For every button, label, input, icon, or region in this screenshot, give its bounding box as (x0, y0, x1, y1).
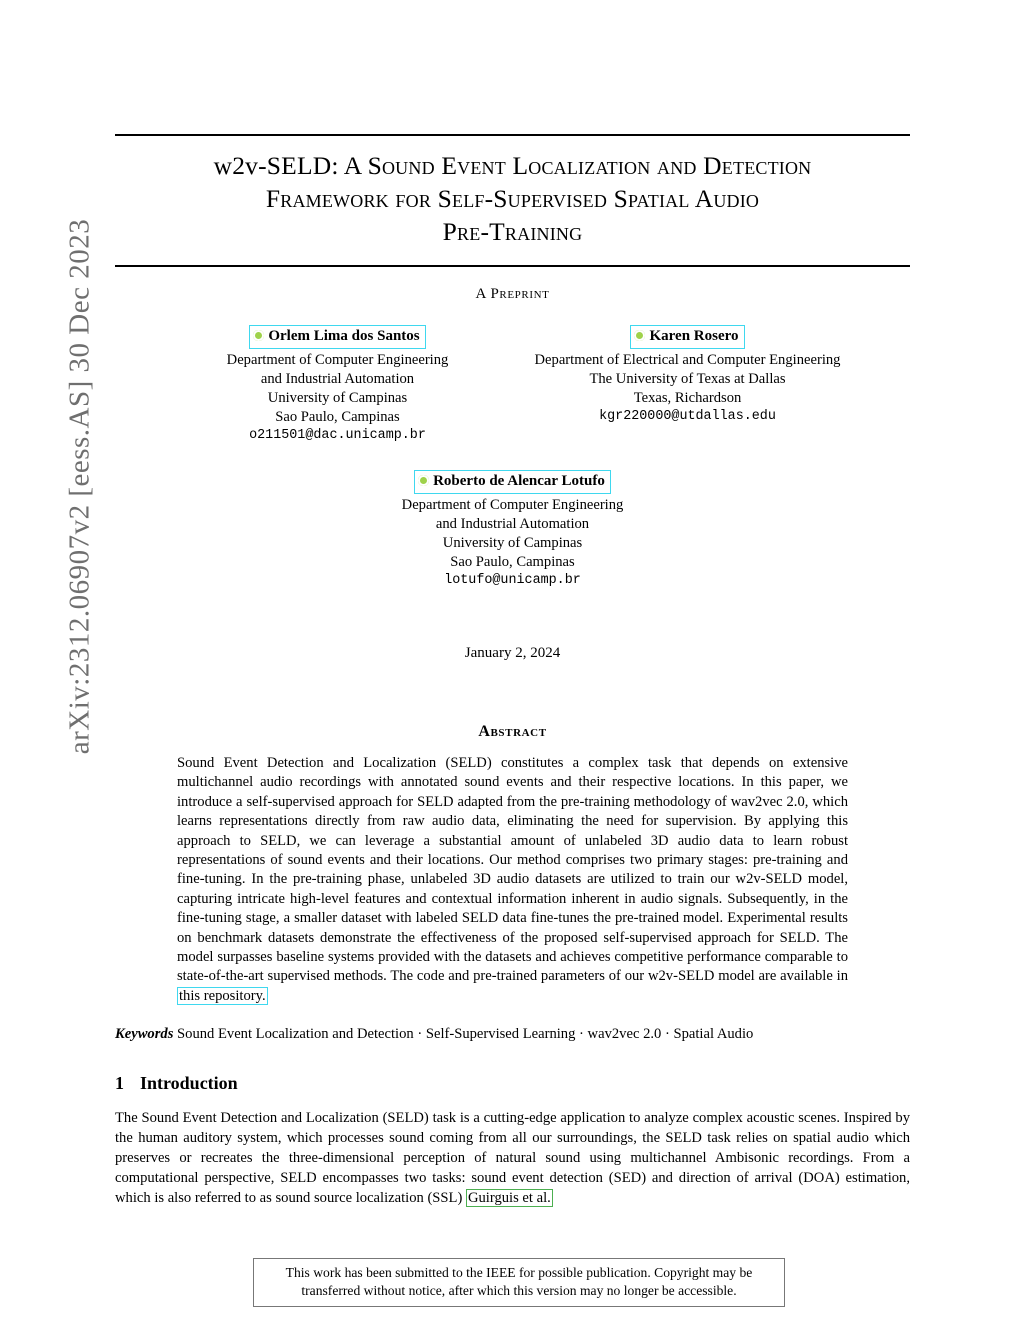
footer-note (253, 1258, 785, 1307)
repository-link[interactable]: this repository. (179, 987, 266, 1004)
author-affiliation-line: The University of Texas at Dallas (589, 370, 786, 387)
author-block-1 (163, 325, 513, 444)
keywords-text: Sound Event Localization and Detection · Self-Supervised Learning · wav2vec 2.0 · Spatial Audio (177, 1026, 754, 1043)
author-affiliation-line: University of Campinas (442, 534, 583, 551)
abstract-heading: Abstract (478, 723, 547, 741)
footer-note-line2: be transferred without notice, after which this version may no longer be accessible. (301, 1265, 753, 1299)
author-affiliation-line: Sao Paulo, Campinas (275, 408, 400, 425)
author-affiliation-line: Department of Computer Engineering (226, 351, 449, 368)
section-number: 1 (115, 1073, 124, 1094)
title-rule-bottom (115, 265, 910, 267)
title-line1-prefix: w2v (213, 151, 259, 180)
author-name: Orlem Lima dos Santos (268, 328, 420, 345)
author-affiliation-line: Department of Electrical and Computer Engineering (534, 351, 841, 368)
citation-link[interactable]: Guirguis et al. (467, 1189, 551, 1206)
author-block-3 (303, 470, 723, 589)
abstract-body (177, 754, 848, 1006)
authors-row-2 (115, 470, 910, 589)
preprint-label: A Preprint (475, 286, 550, 303)
title-line3: Pre-Training (442, 217, 583, 247)
author-name: Roberto de Alencar Lotufo (433, 473, 605, 490)
author-affiliation-line: and Industrial Automation (260, 370, 415, 387)
author-email: kgr220000@utdallas.edu (599, 408, 776, 424)
title-line1: -SELD: A Sound Event Localization and Detection (258, 151, 812, 180)
orcid-icon[interactable] (253, 330, 264, 341)
keywords-label: Keywords (115, 1026, 174, 1043)
author-affiliation-line: Department of Computer Engineering (401, 496, 624, 513)
abstract-text: Sound Event Detection and Localization (SELD) constitutes a complex task that depends on extensive multichannel audio recordings with annotated sound events and their respective locations. In this paper, we introduce a self-supervised approach for SELD adapted from the pre-training methodology of wav2vec 2.0, which learns representations directly from raw audio data, eliminating the need for supervision. By applying this approach to SELD, we can leverage a substantial amount of unlabeled 3D audio data to learn robust representations of sound events and their locations. Our method comprises two primary stages: pre-training and fine-tuning. In the pre-training phase, unlabeled 3D audio datasets are utilized to train our w2v-SELD model, capturing intricate high-level features and contextual information inherent in audio signals. Subsequently, in the fine-tuning stage, a smaller dataset with labeled SELD data fine-tunes the pre-trained model. Experimental results on benchmark datasets demonstrate the effectiveness of the proposed self-supervised approach for SELD. The model surpasses baseline systems provided with the datasets and achieves competitive performance comparable to state-of-the-art supervised methods. The code and pre-trained parameters of our w2v-SELD model are available in (177, 755, 848, 985)
author-name-link-3[interactable] (414, 470, 611, 494)
keywords (115, 1026, 910, 1043)
arxiv-stamp: arXiv:2312.06907v2 [eess.AS] 30 Dec 2023 (63, 218, 96, 755)
authors-row-1 (115, 325, 910, 444)
section-title: Introduction (140, 1073, 238, 1094)
page-title (115, 136, 910, 257)
footer-note-line1: This work has been submitted to the IEEE for possible publication. Copyright may (285, 1265, 737, 1280)
author-affiliation-line: and Industrial Automation (435, 515, 590, 532)
author-email: lotufo@unicamp.br (444, 572, 581, 588)
author-affiliation-line: University of Campinas (267, 389, 408, 406)
orcid-icon[interactable] (634, 330, 645, 341)
introduction-text: The Sound Event Detection and Localization (SELD) task is a cutting-edge application to analyze complex acoustic scenes. Inspired by the human auditory system, which processes sound coming from all our surroundings, the SELD task relies on spatial audio which preserves or recreates the three-dimensional perception of natural sound using multichannel Ambisonic recordings. From a computational perspective, SELD encompasses two tasks: sound event detection (SED) and direction of arrival (DOA) estimation, which is also referred to as sound source localization (SSL) (115, 1110, 910, 1206)
author-email: o211501@dac.unicamp.br (249, 427, 426, 443)
title-line2: Framework for Self-Supervised Spatial Audio (265, 184, 760, 214)
paper-page (115, 0, 910, 1325)
author-affiliation-line: Sao Paulo, Campinas (450, 553, 575, 570)
author-name: Karen Rosero (649, 328, 739, 345)
author-name-link-2[interactable] (630, 325, 744, 349)
author-affiliation-line: Texas, Richardson (633, 389, 742, 406)
introduction-body (115, 1109, 910, 1208)
author-name-link-1[interactable] (249, 325, 425, 349)
author-block-2 (513, 325, 863, 444)
publication-date: January 2, 2024 (464, 645, 561, 662)
orcid-icon[interactable] (418, 475, 429, 486)
section-heading-introduction (115, 1073, 910, 1094)
